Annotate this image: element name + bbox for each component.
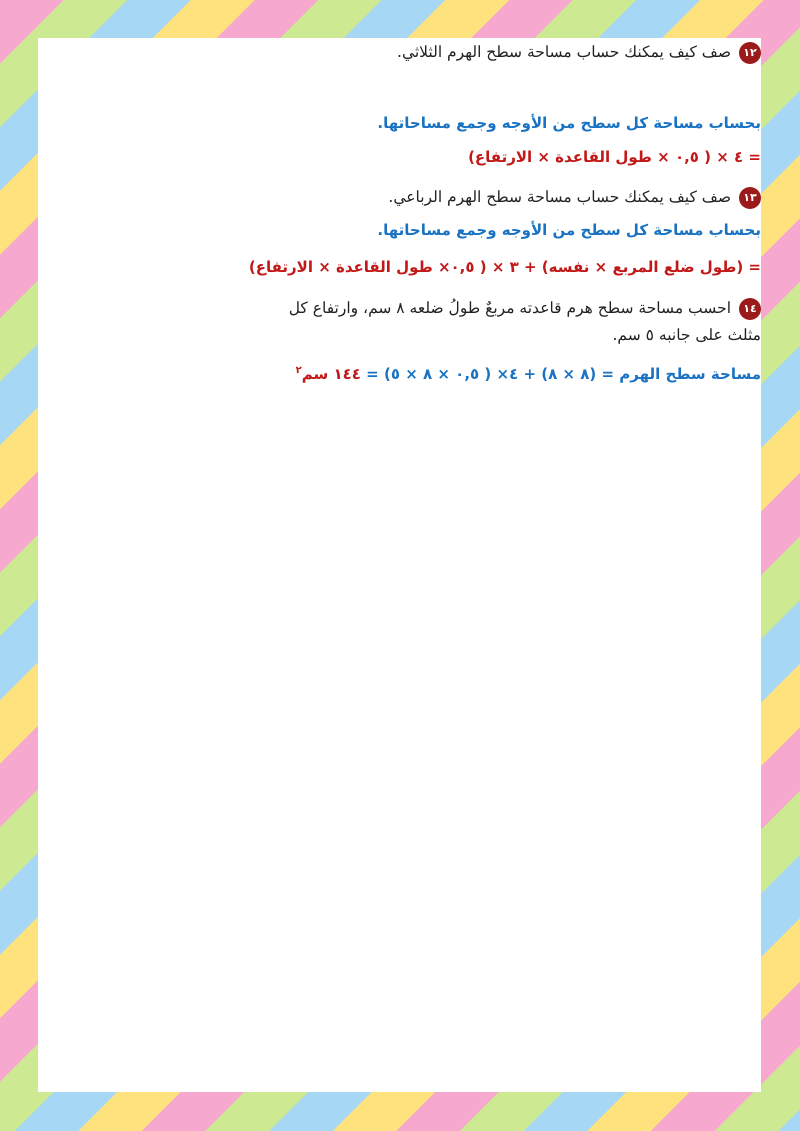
question-13 (388, 187, 761, 209)
worksheet-page (38, 38, 761, 1092)
question-14 (256, 295, 761, 349)
answer-13: بحساب مساحة كل سطح من الأوجه وجمع مساحاتها. (377, 221, 761, 239)
question-number-badge: ١٢ (739, 42, 761, 64)
question-number-badge: ١٤ (739, 298, 761, 320)
unit-exponent: ٢ (295, 365, 302, 376)
question-number-badge: ١٣ (739, 187, 761, 209)
answer-12: بحساب مساحة كل سطح من الأوجه وجمع مساحاتها. (377, 114, 761, 132)
question-text: صف كيف يمكنك حساب مساحة سطح الهرم الثلاثي. (397, 43, 731, 61)
answer-14-equation: مساحة سطح الهرم = (٨ × ٨) + ٤× ( ٠,٥ × ٨ × ٥) = (360, 365, 761, 383)
question-text: احسب مساحة سطح هرم قاعدته مربعٌ طولُ ضلعه ٨ سم، وارتفاع كل مثلث على جانبه ٥ سم. (288, 299, 761, 344)
question-text: صف كيف يمكنك حساب مساحة سطح الهرم الرباعي. (388, 188, 731, 206)
question-12 (397, 42, 761, 64)
answer-14-result: ١٤٤ سم$^٢$ (295, 365, 361, 383)
answer-14 (296, 364, 761, 383)
formula-13: = (طول ضلع المربع × نفسه) + ٣ × ( ٠,٥× طول القاعدة × الارتفاع) (248, 258, 761, 276)
formula-12: = ٤ × ( ٠,٥ × طول القاعدة × الارتفاع) (468, 148, 761, 166)
